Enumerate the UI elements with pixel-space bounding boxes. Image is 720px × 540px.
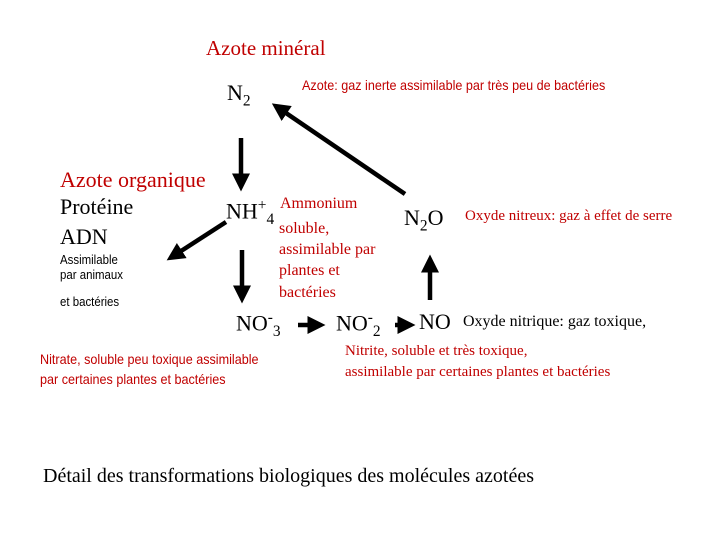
- organic-note-line1: Assimilable: [60, 252, 118, 267]
- nitrate-subscript: 3: [272, 322, 281, 340]
- n2-description: Azote: gaz inerte assimilable par très peu de bactéries: [302, 77, 606, 93]
- nitrite-symbol: NO: [336, 310, 368, 336]
- nitrous-oxide-description: Oxyde nitreux: gaz à effet de serre: [465, 208, 673, 224]
- diagram-caption: Détail des transformations biologiques des molécules azotées: [43, 465, 534, 487]
- ammonium-desc-line3: plantes et: [279, 262, 340, 279]
- nitrite-desc-line2: assimilable par certaines plantes et bactéries: [345, 364, 611, 380]
- ammonium-label: Ammonium: [280, 195, 358, 212]
- n2-subscript: 2: [242, 92, 251, 110]
- return-to-n2-arrow: [283, 111, 405, 194]
- assimilation-arrow: [178, 222, 226, 253]
- ammonium-subscript: 4: [266, 210, 275, 228]
- nitrate-charge: -: [267, 309, 273, 326]
- protein-label: Protéine: [60, 194, 134, 219]
- ammonium-desc-line2: assimilable par: [279, 241, 376, 258]
- nitrite-charge: -: [367, 309, 373, 326]
- n2o-oxygen: O: [427, 205, 444, 230]
- diagram-title: Azote minéral: [206, 36, 326, 60]
- ammonium-desc-line1: soluble,: [279, 220, 330, 237]
- n2o-subscript: 2: [419, 217, 428, 235]
- organic-note-line3: et bactéries: [60, 294, 120, 309]
- organic-nitrogen-title: Azote organique: [60, 167, 206, 192]
- nitrate-desc-line1: Nitrate, soluble peu toxique assimilable: [40, 351, 259, 367]
- organic-note-line2: par animaux: [60, 267, 123, 282]
- ammonium-symbol: NH: [226, 198, 258, 224]
- nitrite-subscript: 2: [372, 322, 381, 340]
- nitric-oxide-formula: NO: [419, 309, 451, 334]
- nitrate-desc-line2: par certaines plantes et bactéries: [40, 371, 226, 387]
- nitrate-symbol: NO: [236, 310, 268, 336]
- nitric-oxide-description: Oxyde nitrique: gaz toxique,: [463, 313, 647, 330]
- ammonium-charge: +: [257, 197, 267, 214]
- nitrite-desc-line1: Nitrite, soluble et très toxique,: [345, 343, 528, 359]
- ammonium-desc-line4: bactéries: [279, 284, 336, 301]
- dna-label: ADN: [60, 224, 108, 249]
- n2-symbol: N: [227, 80, 243, 105]
- n2o-nitrogen: N: [404, 205, 420, 230]
